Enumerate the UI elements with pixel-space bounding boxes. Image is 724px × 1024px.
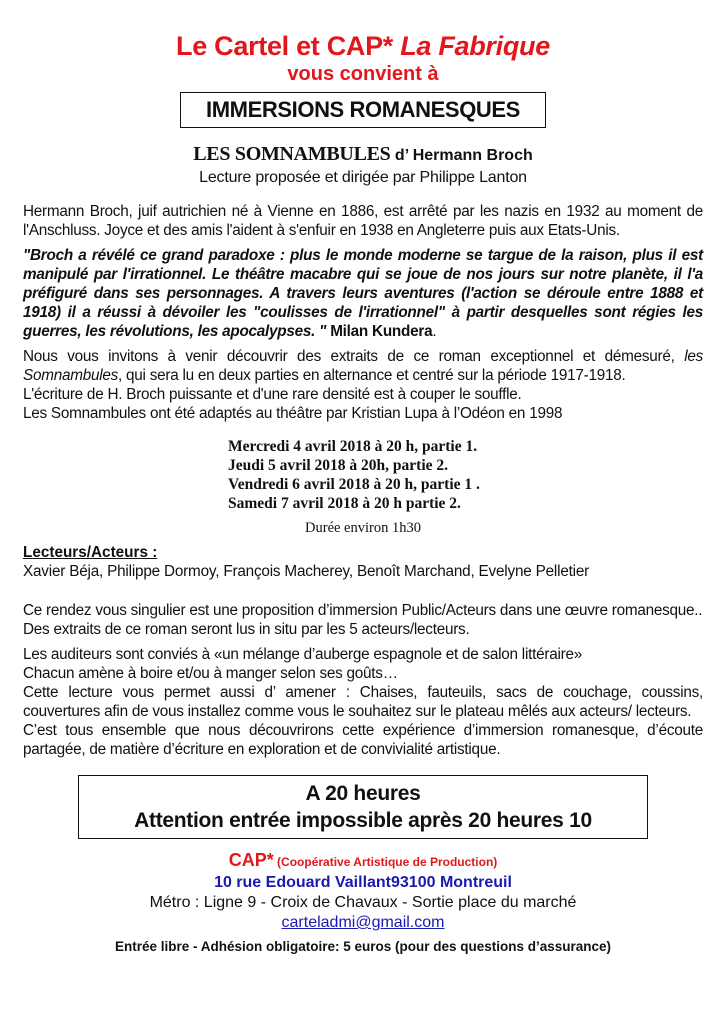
- description-line1: Ce rendez vous singulier est une proposition d’immersion Public/Acteurs dans une œuvre romanesque..: [23, 602, 703, 619]
- invitation-line3: L'écriture de H. Broch puissante et d'une rare densité est à couper le souffle.: [23, 386, 522, 403]
- duration: Durée environ 1h30: [305, 520, 421, 536]
- description-line6: C’est tous ensemble que nous découvrirons cette expérience d’immersion romanesque, d’écoute partagée, de matière d’écriture en exploration et de convivialité artistique.: [23, 722, 703, 758]
- description-block: [23, 601, 703, 639]
- description-block-2: [23, 645, 703, 759]
- address: 10 rue Edouard Vaillant93100 Montreuil: [214, 874, 512, 891]
- description-line2: Des extraits de ce roman seront lus in situ par les 5 acteurs/lecteurs.: [23, 621, 470, 638]
- header-subtitle: vous convient à: [287, 63, 439, 85]
- date-item: Mercredi 4 avril 2018 à 20 h, partie 1.: [228, 438, 478, 455]
- readers-names: Xavier Béja, Philippe Dormoy, François Macherey, Benoît Marchand, Evelyne Pelletier: [23, 563, 590, 580]
- header-title-fabrique: La Fabrique: [400, 31, 550, 61]
- invitation-paragraph: [23, 347, 703, 385]
- entry-info: Entrée libre - Adhésion obligatoire: 5 euros (pour des questions d’assurance): [114, 939, 612, 954]
- time-notice-line2: Attention entrée impossible après 20 heures 10: [134, 809, 592, 832]
- date-item: Vendredi 6 avril 2018 à 20 h, partie 1 .: [228, 476, 480, 493]
- kundera-quote: [23, 246, 703, 341]
- organization-fullname: (Coopérative Artistique de Production): [273, 855, 498, 869]
- organization-name: CAP*: [228, 850, 274, 870]
- date-item: Jeudi 5 avril 2018 à 20h, partie 2.: [228, 457, 449, 474]
- readers-heading: Lecteurs/Acteurs :: [23, 544, 158, 561]
- date-item: Samedi 7 avril 2018 à 20 h partie 2.: [228, 495, 461, 512]
- invitation-part2: , qui sera lu en deux parties en alternance et centré sur la période 1917-1918.: [118, 367, 626, 384]
- quote-text: "Broch a révélé ce grand paradoxe : plus le monde moderne se targue de la raison, plus il est manipulé par l'irrationnel. Le théâtre macabre qui se joue de nos jours sur notre planète, il l'a préfiguré dans ses personnages. A travers leurs aventures (l'action se déroule entre 1888 et 1918) il a réussi à dévoiler les "coulisses de l'irrationnel" à partir desquelles sont régies les guerres, les révolutions, les apocalypses. ": [23, 247, 703, 340]
- boxed-title: IMMERSIONS ROMANESQUES: [180, 92, 546, 128]
- header-title: [23, 30, 703, 62]
- email-row: [23, 913, 703, 933]
- description-line5: Cette lecture vous permet aussi d’ amener : Chaises, fauteuils, sacs de couchage, coussins, couvertures afin de vous installez comme vous le souhaitez sur le plateau mêlés aux acteurs/ lecteurs.: [23, 684, 703, 720]
- book-credit: Lecture proposée et dirigée par Philippe Lanton: [199, 169, 527, 186]
- quote-author: Milan Kundera: [330, 323, 433, 340]
- intro-paragraph: Hermann Broch, juif autrichien né à Vienne en 1886, est arrêté par les nazis en 1932 au moment de l'Anschluss. Joyce et des amis l'aident à s'enfuir en 1938 en Angleterre puis aux Etats-Unis.: [23, 203, 703, 239]
- description-line3: Les auditeurs sont conviés à «un mélange d’auberge espagnole et de salon littéraire»: [23, 646, 582, 663]
- quote-end: .: [432, 323, 437, 340]
- email-link[interactable]: carteladmi@gmail.com: [281, 914, 445, 931]
- description-line4: Chacun amène à boire et/ou à manger selon ses goûts…: [23, 665, 398, 682]
- dates-list: [228, 437, 703, 513]
- book-title: LES SOMNAMBULES: [193, 143, 391, 165]
- invitation-line4: Les Somnambules ont été adaptés au théâtre par Kristian Lupa à l’Odéon en 1998: [23, 405, 563, 422]
- header-title-prefix: Le Cartel et CAP*: [176, 31, 401, 61]
- book-author: d’ Hermann Broch: [390, 147, 533, 164]
- book-heading: [23, 142, 703, 168]
- invitation-italic: les Somnambules: [23, 348, 703, 384]
- time-notice-box: [78, 775, 648, 839]
- metro-info: Métro : Ligne 9 - Croix de Chavaux - Sortie place du marché: [149, 894, 577, 911]
- invitation-extra: [23, 385, 703, 423]
- time-notice-line1: A 20 heures: [305, 782, 421, 805]
- invitation-part1: Nous vous invitons à venir découvrir des extraits de ce roman exceptionnel et démesuré,: [23, 348, 685, 365]
- organization: [23, 849, 703, 873]
